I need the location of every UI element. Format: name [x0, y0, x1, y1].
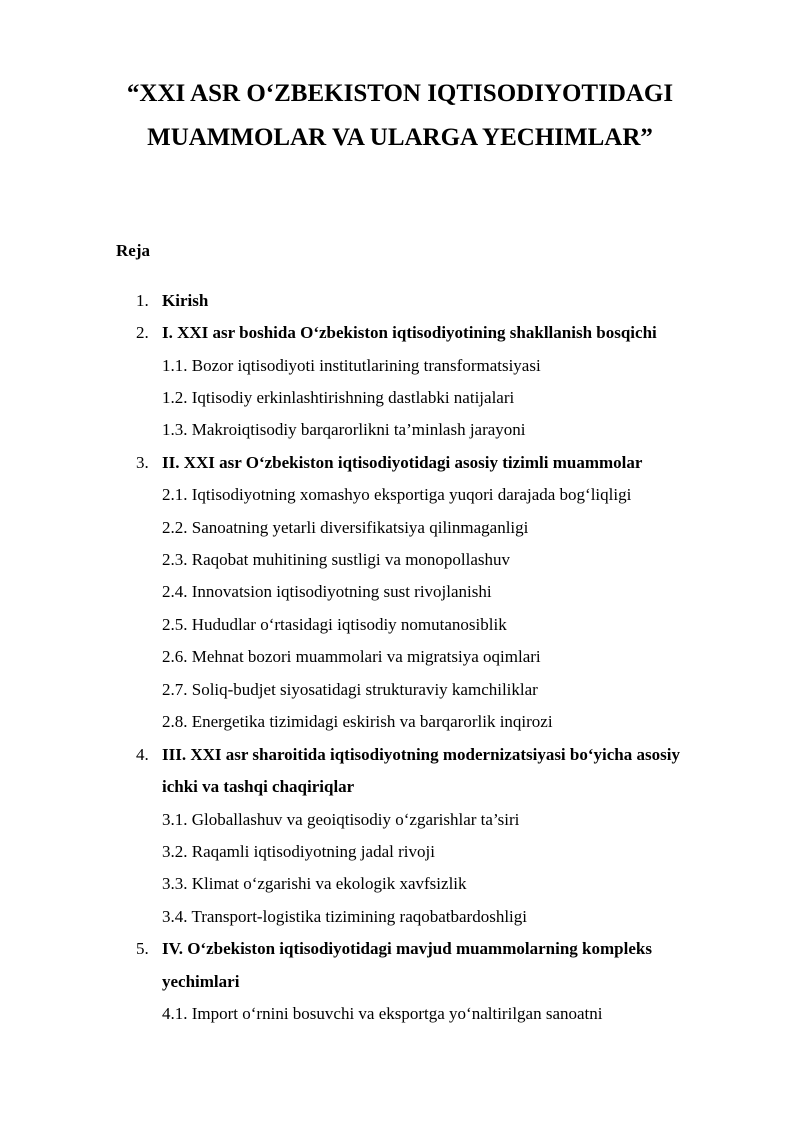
plan-item-heading-continuation: yechimlari [162, 972, 240, 991]
plan-heading: Reja [116, 241, 150, 260]
plan-subitem: 2.5. Hududlar o‘rtasidagi iqtisodiy nomutanosiblik [162, 615, 507, 634]
document-title-line-2: MUAMMOLAR VA ULARGA YECHIMLAR” [147, 124, 653, 151]
plan-item-number: 3. [136, 453, 149, 472]
plan-subitem: 1.2. Iqtisodiy erkinlashtirishning dastlabki natijalari [162, 388, 515, 407]
plan-subitem: 3.1. Globallashuv va geoiqtisodiy o‘zgarishlar ta’siri [162, 810, 520, 829]
plan-subitem: 3.3. Klimat o‘zgarishi va ekologik xavfsizlik [162, 874, 467, 893]
plan-subitem: 1.1. Bozor iqtisodiyoti institutlarining transformatsiyasi [162, 356, 541, 375]
plan-item-heading: Kirish [162, 291, 209, 310]
plan-subitem: 2.4. Innovatsion iqtisodiyotning sust rivojlanishi [162, 582, 492, 601]
plan-item-number: 1. [136, 291, 149, 310]
plan-subitem: 2.8. Energetika tizimidagi eskirish va barqarorlik inqirozi [162, 712, 553, 731]
plan-subitem: 2.7. Soliq-budjet siyosatidagi strukturaviy kamchiliklar [162, 680, 538, 699]
plan-subitem: 2.6. Mehnat bozori muammolari va migratsiya oqimlari [162, 647, 541, 666]
plan-subitem: 3.2. Raqamli iqtisodiyotning jadal rivoji [162, 842, 435, 861]
plan-subitem: 2.1. Iqtisodiyotning xomashyo eksportiga yuqori darajada bog‘liqligi [162, 485, 632, 504]
plan-subitem: 1.3. Makroiqtisodiy barqarorlikni ta’minlash jarayoni [162, 420, 526, 439]
plan-item-number: 2. [136, 323, 149, 342]
plan-item-heading: III. XXI asr sharoitida iqtisodiyotning modernizatsiyasi bo‘yicha asosiy [162, 745, 680, 764]
plan-subitem: 2.3. Raqobat muhitining sustligi va monopollashuv [162, 550, 511, 569]
plan-subitem: 4.1. Import o‘rnini bosuvchi va eksportga yo‘naltirilgan sanoatni [162, 1004, 603, 1023]
plan-item-heading: II. XXI asr O‘zbekiston iqtisodiyotidagi asosiy tizimli muammolar [162, 453, 643, 472]
plan-item-heading: I. XXI asr boshida O‘zbekiston iqtisodiyotining shakllanish bosqichi [162, 323, 657, 342]
plan-subitem: 2.2. Sanoatning yetarli diversifikatsiya qilinmaganligi [162, 518, 529, 537]
plan-item-heading-continuation: ichki va tashqi chaqiriqlar [162, 777, 355, 796]
plan-item-number: 5. [136, 939, 149, 958]
document-title-line-1: “XXI ASR O‘ZBEKISTON IQTISODIYOTIDAGI [126, 80, 674, 107]
plan-item-heading: IV. O‘zbekiston iqtisodiyotidagi mavjud muammolarning kompleks [162, 939, 652, 958]
plan-item-number: 4. [136, 745, 149, 764]
plan-subitem: 3.4. Transport-logistika tizimining raqobatbardoshligi [162, 907, 528, 926]
